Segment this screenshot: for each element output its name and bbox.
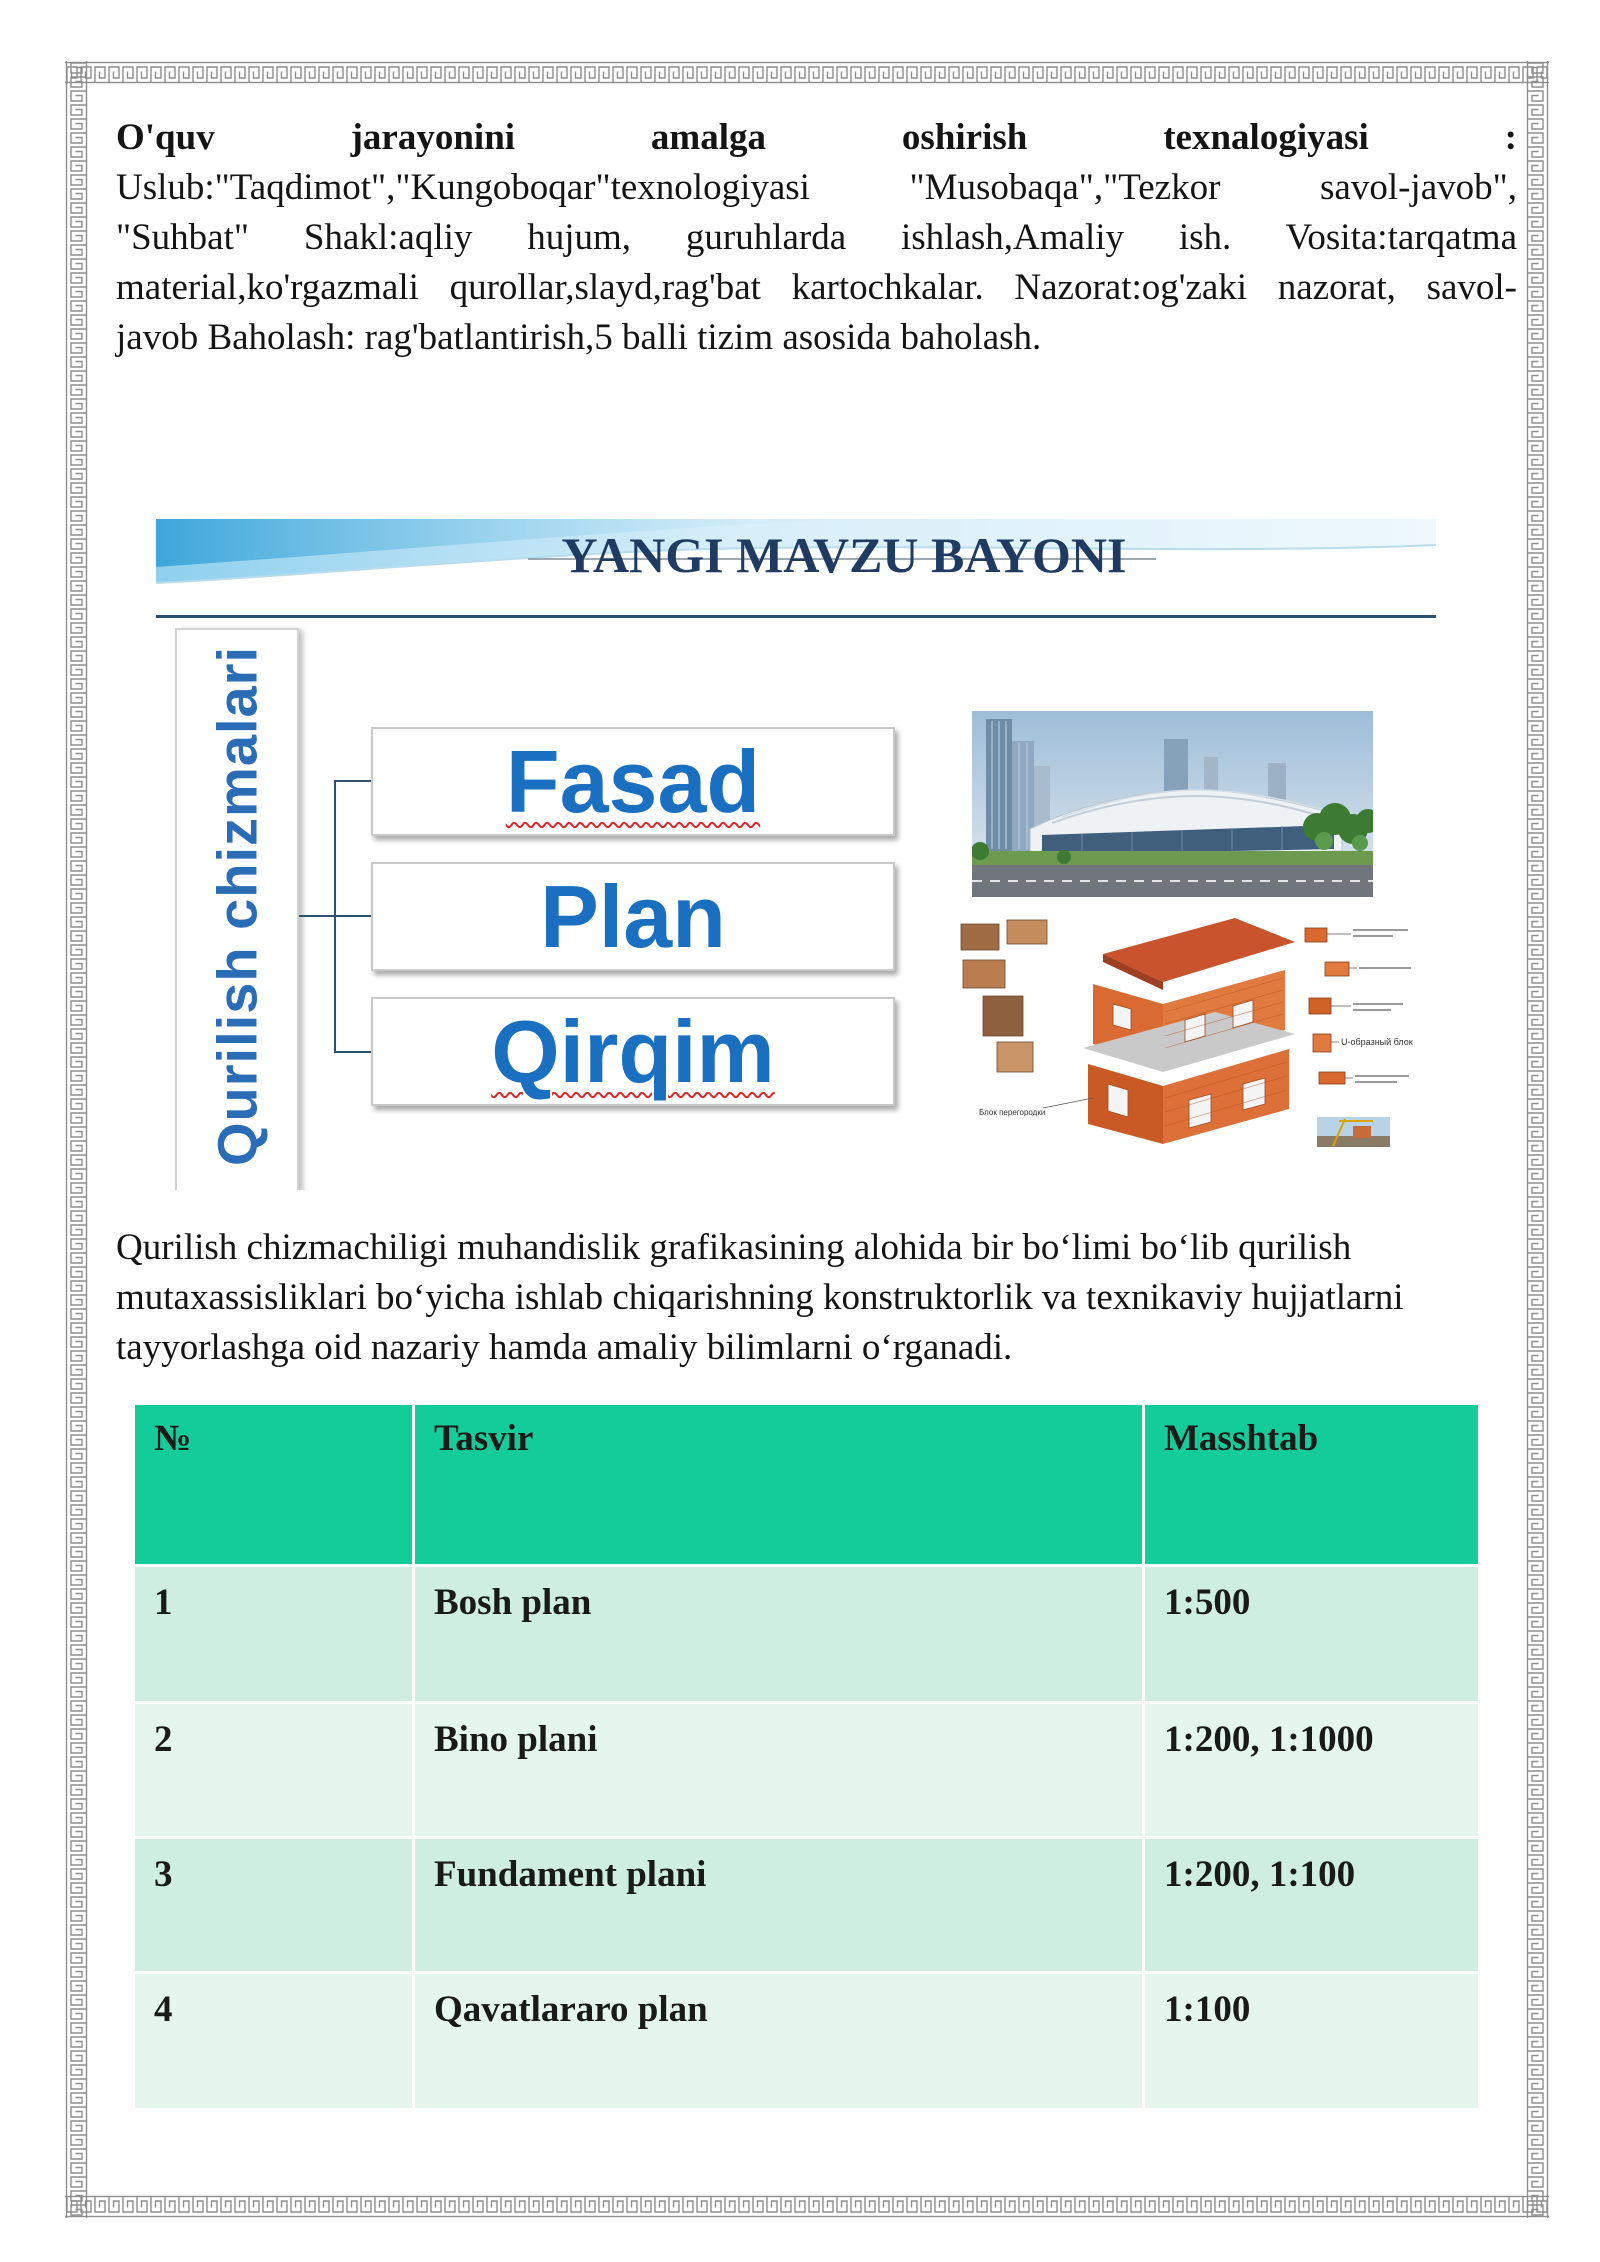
table-cell: 1:100 <box>1145 1974 1478 2108</box>
table-header-cell: Tasvir <box>415 1405 1142 1564</box>
slide-title: YANGI MAVZU BAYONI <box>561 527 1127 583</box>
item-label: Qirqim <box>491 1001 775 1101</box>
connector-line <box>334 780 372 782</box>
intro-line: Uslub:"Taqdimot","Kungoboqar"texnologiyasi "Musobaqa","Tezkor savol-javob", <box>116 167 1517 208</box>
table-cell: 1:500 <box>1145 1567 1478 1701</box>
table-header-cell: Masshtab <box>1145 1405 1478 1564</box>
side-label-box <box>175 628 299 1190</box>
description-line: Qurilish chizmachiligi muhandislik grafikasining alohida bir bo‘limi bo‘lib qurilish <box>116 1227 1352 1268</box>
connector-line <box>334 915 372 917</box>
intro-paragraph <box>116 113 1517 363</box>
table-header-row <box>135 1405 1478 1564</box>
intro-line: javob Baholash: rag'batlantirish,5 balli tizim asosida baholash. <box>116 317 1042 358</box>
connector-line <box>334 1051 372 1053</box>
exploded-house-diagram <box>953 912 1418 1149</box>
diagram-label: Блок перегородки <box>979 1108 1046 1117</box>
description-line: tayyorlashga oid nazariy hamda amaliy bilimlarni o‘rganadi. <box>116 1327 1013 1368</box>
description-paragraph <box>116 1223 1517 1373</box>
table-cell: 2 <box>135 1704 412 1836</box>
table-cell: Bosh plan <box>415 1567 1142 1701</box>
slide-image <box>156 519 1436 1190</box>
item-box-fasad <box>371 727 895 836</box>
table-header-cell: № <box>135 1405 412 1564</box>
table-cell: Fundament plani <box>415 1839 1142 1971</box>
item-label: Plan <box>540 866 726 966</box>
intro-title-line: O'quv jarayonini amalga oshirish texnalogiyasi : <box>116 117 1517 158</box>
table-row <box>135 1839 1478 1971</box>
table-cell: Bino plani <box>415 1704 1142 1836</box>
table-cell: 3 <box>135 1839 412 1971</box>
construction-photo-thumbnail <box>1317 1117 1390 1147</box>
item-box-qirqim <box>371 997 895 1106</box>
building-photo <box>972 711 1373 897</box>
table-cell: 1:200, 1:100 <box>1145 1839 1478 1971</box>
scale-table <box>135 1405 1478 2108</box>
table-cell: 1:200, 1:1000 <box>1145 1704 1478 1836</box>
intro-line: material,ko'rgazmali qurollar,slayd,rag'bat kartochkalar. Nazorat:og'zaki nazorat, savol- <box>116 267 1517 308</box>
table-cell: 1 <box>135 1567 412 1701</box>
table-row <box>135 1704 1478 1836</box>
table-cell: 4 <box>135 1974 412 2108</box>
diagram-label: U-образный блок <box>1341 1037 1413 1047</box>
table-cell: Qavatlararo plan <box>415 1974 1142 2108</box>
connector-line <box>299 915 335 917</box>
connector-line <box>334 781 336 1053</box>
table-row <box>135 1567 1478 1701</box>
side-label: Qurilish chizmalari <box>205 646 269 1167</box>
table-row <box>135 1974 1478 2108</box>
description-line: mutaxassisliklari bo‘yicha ishlab chiqarishning konstruktorlik va texnikaviy hujjatlarni <box>116 1277 1404 1318</box>
intro-line: "Suhbat" Shakl:aqliy hujum, guruhlarda ishlash,Amaliy ish. Vosita:tarqatma <box>116 217 1517 258</box>
item-box-plan <box>371 862 895 971</box>
item-label: Fasad <box>505 731 761 831</box>
